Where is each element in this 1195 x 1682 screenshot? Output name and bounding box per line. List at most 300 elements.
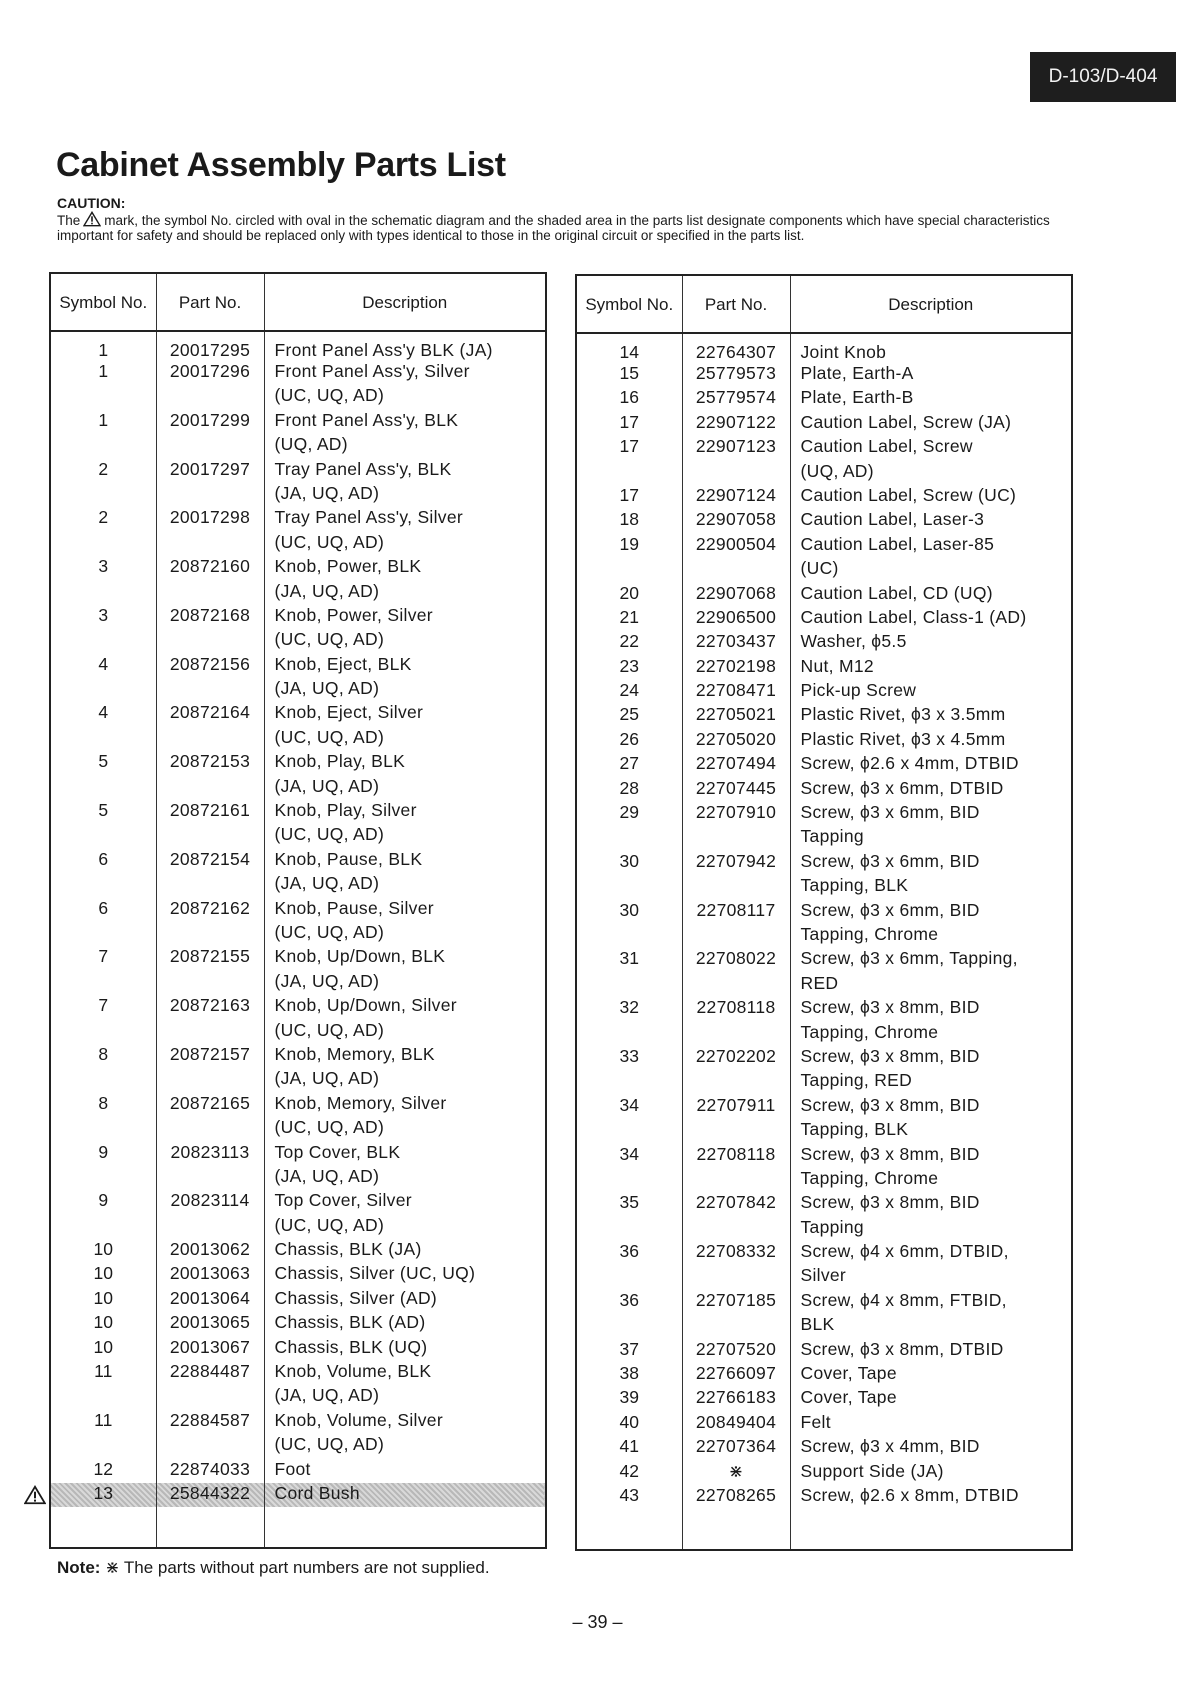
description-cell: Caution Label, Laser-3: [790, 509, 1072, 533]
description-cell: (UC, UQ, AD): [264, 922, 546, 946]
part-no-cell: 22766097: [682, 1363, 790, 1387]
parts-row: [576, 436, 1072, 460]
symbol-no-cell: [50, 1215, 156, 1239]
parts-row: [576, 948, 1072, 972]
part-no-cell: 20013067: [156, 1337, 264, 1361]
part-no-cell: [156, 971, 264, 995]
parts-table-left: [49, 272, 547, 1549]
parts-row: [576, 363, 1072, 387]
table-blank-space: [50, 1507, 546, 1548]
description-cell: Front Panel Ass'y, BLK: [264, 410, 546, 434]
symbol-no-cell: [576, 924, 682, 948]
part-no-cell: [682, 973, 790, 997]
symbol-no-cell: 8: [50, 1044, 156, 1068]
part-no-cell: 20017298: [156, 507, 264, 531]
description-cell: Pick-up Screw: [790, 680, 1072, 704]
parts-row: [50, 459, 546, 483]
symbol-no-cell: 3: [50, 556, 156, 580]
part-no-cell: 22708117: [682, 900, 790, 924]
parts-row: [576, 1436, 1072, 1460]
description-cell: Knob, Play, BLK: [264, 751, 546, 775]
symbol-no-cell: 17: [576, 412, 682, 436]
header-part-no: Part No.: [156, 273, 264, 331]
part-no-cell: 22707942: [682, 851, 790, 875]
symbol-no-cell: [576, 1265, 682, 1289]
empty-cell: [682, 1509, 790, 1550]
symbol-no-cell: 37: [576, 1339, 682, 1363]
symbol-no-cell: [50, 873, 156, 897]
description-cell: Knob, Pause, BLK: [264, 849, 546, 873]
symbol-no-cell: 15: [576, 363, 682, 387]
description-cell: (JA, UQ, AD): [264, 971, 546, 995]
header-symbol-no: Symbol No.: [576, 275, 682, 333]
description-cell: Nut, M12: [790, 656, 1072, 680]
parts-row: [50, 1361, 546, 1385]
part-no-cell: 22705020: [682, 729, 790, 753]
symbol-no-cell: 31: [576, 948, 682, 972]
description-cell: Tapping, RED: [790, 1070, 1072, 1094]
description-cell: Felt: [790, 1412, 1072, 1436]
header-description: Description: [264, 273, 546, 331]
parts-row: [50, 849, 546, 873]
parts-row: [50, 1239, 546, 1263]
parts-row: [576, 680, 1072, 704]
symbol-no-cell: 38: [576, 1363, 682, 1387]
symbol-no-cell: 40: [576, 1412, 682, 1436]
parts-row: [576, 461, 1072, 485]
symbol-no-cell: 5: [50, 800, 156, 824]
symbol-no-cell: [576, 1070, 682, 1094]
parts-row: [576, 1412, 1072, 1436]
part-no-cell: 20017297: [156, 459, 264, 483]
parts-row: [576, 607, 1072, 631]
description-cell: Tapping, Chrome: [790, 1022, 1072, 1046]
description-cell: Caution Label, Screw (JA): [790, 412, 1072, 436]
symbol-no-cell: 11: [50, 1361, 156, 1385]
description-cell: Foot: [264, 1459, 546, 1483]
description-cell: (UC, UQ, AD): [264, 1020, 546, 1044]
description-cell: (JA, UQ, AD): [264, 1385, 546, 1409]
description-cell: (JA, UQ, AD): [264, 1068, 546, 1092]
symbol-no-cell: 3: [50, 605, 156, 629]
description-cell: Knob, Pause, Silver: [264, 898, 546, 922]
part-no-cell: [156, 1020, 264, 1044]
description-cell: Screw, ϕ3 x 6mm, BID: [790, 900, 1072, 924]
parts-row: [576, 875, 1072, 899]
parts-row: [50, 532, 546, 556]
description-cell: Screw, ϕ3 x 8mm, BID: [790, 997, 1072, 1021]
part-no-cell: 22705021: [682, 704, 790, 728]
part-no-cell: [156, 1215, 264, 1239]
description-cell: Cover, Tape: [790, 1363, 1072, 1387]
symbol-no-cell: [50, 1385, 156, 1409]
parts-row: [576, 851, 1072, 875]
symbol-no-cell: 41: [576, 1436, 682, 1460]
description-cell: Tapping, Chrome: [790, 1168, 1072, 1192]
caution-text: [57, 211, 1057, 243]
description-cell: (UC, UQ, AD): [264, 1215, 546, 1239]
description-cell: Knob, Power, Silver: [264, 605, 546, 629]
description-cell: Chassis, BLK (UQ): [264, 1337, 546, 1361]
symbol-no-cell: 25: [576, 704, 682, 728]
symbol-no-cell: 7: [50, 995, 156, 1019]
description-cell: Screw, ϕ3 x 6mm, BID: [790, 802, 1072, 826]
description-cell: Front Panel Ass'y BLK (JA): [264, 331, 546, 361]
part-no-cell: 20872165: [156, 1093, 264, 1117]
symbol-no-cell: 34: [576, 1095, 682, 1119]
description-cell: BLK: [790, 1314, 1072, 1338]
parts-row: [50, 776, 546, 800]
part-no-cell: [682, 1217, 790, 1241]
parts-row: [50, 1142, 546, 1166]
parts-row: [576, 704, 1072, 728]
description-cell: Joint Knob: [790, 333, 1072, 363]
part-no-cell: 20013062: [156, 1239, 264, 1263]
part-no-cell: [682, 461, 790, 485]
parts-row: [50, 605, 546, 629]
description-cell: (UC, UQ, AD): [264, 727, 546, 751]
parts-row: [50, 385, 546, 409]
part-no-cell: [682, 826, 790, 850]
part-no-cell: 22702198: [682, 656, 790, 680]
part-no-cell: 22907124: [682, 485, 790, 509]
description-cell: Tapping: [790, 826, 1072, 850]
parts-row: [50, 1215, 546, 1239]
model-badge: D-103/D-404: [1030, 52, 1176, 102]
symbol-no-cell: 30: [576, 851, 682, 875]
description-cell: Washer, ϕ5.5: [790, 631, 1072, 655]
part-no-cell: 20017299: [156, 410, 264, 434]
symbol-no-cell: 32: [576, 997, 682, 1021]
parts-row: [576, 583, 1072, 607]
parts-row: [50, 824, 546, 848]
part-no-cell: [682, 1168, 790, 1192]
parts-row: [576, 534, 1072, 558]
parts-row: [50, 361, 546, 385]
parts-row: [50, 971, 546, 995]
symbol-no-cell: 36: [576, 1241, 682, 1265]
part-no-cell: [682, 558, 790, 582]
not-supplied-symbol: ⋇: [105, 1558, 120, 1577]
parts-row: [576, 1022, 1072, 1046]
description-cell: Screw, ϕ3 x 8mm, BID: [790, 1095, 1072, 1119]
parts-row: [50, 1410, 546, 1434]
parts-row: [50, 1434, 546, 1458]
parts-row: [50, 483, 546, 507]
description-cell: Chassis, Silver (UC, UQ): [264, 1263, 546, 1287]
description-cell: (JA, UQ, AD): [264, 776, 546, 800]
part-no-cell: 22907068: [682, 583, 790, 607]
part-no-cell: [156, 922, 264, 946]
description-cell: Screw, ϕ3 x 8mm, BID: [790, 1144, 1072, 1168]
parts-row: [50, 1288, 546, 1312]
part-no-cell: 22906500: [682, 607, 790, 631]
description-cell: Caution Label, Screw: [790, 436, 1072, 460]
symbol-no-cell: 14: [576, 333, 682, 363]
part-no-cell: 20823114: [156, 1190, 264, 1214]
symbol-no-cell: 43: [576, 1485, 682, 1509]
part-no-cell: 22703437: [682, 631, 790, 655]
parts-row: [50, 654, 546, 678]
parts-row: [50, 727, 546, 751]
caution-notice: [57, 196, 1057, 243]
description-cell: Top Cover, BLK: [264, 1142, 546, 1166]
symbol-no-cell: 6: [50, 849, 156, 873]
description-cell: (UC, UQ, AD): [264, 629, 546, 653]
parts-row: [576, 778, 1072, 802]
parts-row: [50, 1337, 546, 1361]
symbol-no-cell: 26: [576, 729, 682, 753]
part-no-cell: [156, 1434, 264, 1458]
symbol-no-cell: [50, 727, 156, 751]
part-no-cell: 22907058: [682, 509, 790, 533]
part-no-cell: [682, 1265, 790, 1289]
symbol-no-cell: [576, 1022, 682, 1046]
note-label: Note:: [57, 1558, 101, 1577]
part-no-cell: [156, 727, 264, 751]
parts-row: [50, 1312, 546, 1336]
symbol-no-cell: [576, 826, 682, 850]
part-no-cell: [156, 1385, 264, 1409]
description-cell: Knob, Power, BLK: [264, 556, 546, 580]
part-no-cell: 20823113: [156, 1142, 264, 1166]
symbol-no-cell: 17: [576, 485, 682, 509]
description-cell: Knob, Eject, Silver: [264, 702, 546, 726]
description-cell: (JA, UQ, AD): [264, 483, 546, 507]
description-cell: Plastic Rivet, ϕ3 x 3.5mm: [790, 704, 1072, 728]
part-no-cell: [682, 1119, 790, 1143]
description-cell: Plastic Rivet, ϕ3 x 4.5mm: [790, 729, 1072, 753]
symbol-no-cell: 28: [576, 778, 682, 802]
parts-row: [50, 1117, 546, 1141]
part-no-cell: [682, 1022, 790, 1046]
header-description: Description: [790, 275, 1072, 333]
parts-row: [50, 922, 546, 946]
symbol-no-cell: [50, 678, 156, 702]
parts-row: [576, 631, 1072, 655]
description-cell: Caution Label, Class-1 (AD): [790, 607, 1072, 631]
empty-cell: [50, 1507, 156, 1548]
description-cell: Knob, Play, Silver: [264, 800, 546, 824]
parts-row: [50, 1190, 546, 1214]
parts-row: [50, 556, 546, 580]
caution-heading: CAUTION:: [57, 195, 126, 211]
description-cell: (JA, UQ, AD): [264, 1166, 546, 1190]
empty-cell: [790, 1509, 1072, 1550]
parts-row: [576, 802, 1072, 826]
part-no-cell: 22707911: [682, 1095, 790, 1119]
parts-row: [576, 1461, 1072, 1485]
parts-row: [50, 1263, 546, 1287]
parts-row: [576, 1290, 1072, 1314]
footnote: [57, 1558, 490, 1578]
part-no-cell: 20872168: [156, 605, 264, 629]
symbol-no-cell: 2: [50, 507, 156, 531]
symbol-no-cell: 36: [576, 1290, 682, 1314]
description-cell: Tray Panel Ass'y, Silver: [264, 507, 546, 531]
symbol-no-cell: [50, 776, 156, 800]
description-cell: Knob, Memory, BLK: [264, 1044, 546, 1068]
part-no-cell: 22707842: [682, 1192, 790, 1216]
parts-row: [576, 1339, 1072, 1363]
parts-table-right-body: [576, 333, 1072, 1550]
symbol-no-cell: 6: [50, 898, 156, 922]
part-no-cell: 20017295: [156, 331, 264, 361]
description-cell: Knob, Volume, BLK: [264, 1361, 546, 1385]
symbol-no-cell: 10: [50, 1312, 156, 1336]
symbol-no-cell: 20: [576, 583, 682, 607]
symbol-no-cell: [576, 1119, 682, 1143]
symbol-no-cell: [50, 1068, 156, 1092]
description-cell: Chassis, BLK (AD): [264, 1312, 546, 1336]
part-no-cell: 22707494: [682, 753, 790, 777]
header-part-no: Part No.: [682, 275, 790, 333]
parts-row: [576, 753, 1072, 777]
symbol-no-cell: 33: [576, 1046, 682, 1070]
description-cell: Top Cover, Silver: [264, 1190, 546, 1214]
description-cell: Knob, Memory, Silver: [264, 1093, 546, 1117]
symbol-no-cell: 30: [576, 900, 682, 924]
parts-row: [50, 1166, 546, 1190]
symbol-no-cell: 21: [576, 607, 682, 631]
part-no-cell: 20872157: [156, 1044, 264, 1068]
description-cell: (UQ, AD): [790, 461, 1072, 485]
symbol-no-cell: 7: [50, 946, 156, 970]
part-no-cell: [156, 581, 264, 605]
part-no-cell: 20872160: [156, 556, 264, 580]
parts-row: [576, 1363, 1072, 1387]
part-no-cell: [156, 385, 264, 409]
parts-row: [576, 1314, 1072, 1338]
empty-cell: [156, 1507, 264, 1548]
description-cell: Screw, ϕ3 x 4mm, BID: [790, 1436, 1072, 1460]
parts-row: [50, 331, 546, 361]
symbol-no-cell: 1: [50, 331, 156, 361]
parts-table-left-body: [50, 331, 546, 1548]
description-cell: Screw, ϕ2.6 x 4mm, DTBID: [790, 753, 1072, 777]
symbol-no-cell: [50, 824, 156, 848]
part-no-cell: 22900504: [682, 534, 790, 558]
description-cell: Knob, Volume, Silver: [264, 1410, 546, 1434]
parts-row: [576, 1192, 1072, 1216]
part-no-cell: 22907122: [682, 412, 790, 436]
part-no-cell: 25779573: [682, 363, 790, 387]
parts-row: [576, 387, 1072, 411]
part-no-cell: 22708332: [682, 1241, 790, 1265]
description-cell: Tapping: [790, 1217, 1072, 1241]
part-no-cell: 20849404: [682, 1412, 790, 1436]
part-no-cell: 20872161: [156, 800, 264, 824]
part-no-cell: 20013064: [156, 1288, 264, 1312]
symbol-no-cell: 23: [576, 656, 682, 680]
warning-triangle-icon: [83, 211, 101, 227]
part-no-cell: 20013063: [156, 1263, 264, 1287]
part-no-cell: [156, 532, 264, 556]
part-no-cell: [156, 629, 264, 653]
symbol-no-cell: 39: [576, 1387, 682, 1411]
description-cell: Screw, ϕ3 x 8mm, BID: [790, 1192, 1072, 1216]
symbol-no-cell: [576, 1168, 682, 1192]
description-cell: Screw, ϕ4 x 6mm, DTBID,: [790, 1241, 1072, 1265]
parts-row: [50, 1068, 546, 1092]
description-cell: Knob, Eject, BLK: [264, 654, 546, 678]
symbol-no-cell: [50, 1434, 156, 1458]
safety-warning-icon: [24, 1485, 46, 1505]
description-cell: Screw, ϕ3 x 8mm, DTBID: [790, 1339, 1072, 1363]
description-cell: (JA, UQ, AD): [264, 678, 546, 702]
description-cell: (UC, UQ, AD): [264, 824, 546, 848]
part-no-cell: [682, 875, 790, 899]
symbol-no-cell: [576, 558, 682, 582]
part-no-cell: 22884487: [156, 1361, 264, 1385]
parts-row: [576, 997, 1072, 1021]
symbol-no-cell: 19: [576, 534, 682, 558]
symbol-no-cell: 29: [576, 802, 682, 826]
description-cell: Silver: [790, 1265, 1072, 1289]
parts-row: [50, 678, 546, 702]
part-no-cell: 22707520: [682, 1339, 790, 1363]
symbol-no-cell: 10: [50, 1337, 156, 1361]
part-no-cell: 22884587: [156, 1410, 264, 1434]
description-cell: Support Side (JA): [790, 1461, 1072, 1485]
symbol-no-cell: 24: [576, 680, 682, 704]
symbol-no-cell: [50, 434, 156, 458]
description-cell: Tapping, Chrome: [790, 924, 1072, 948]
parts-row: [576, 826, 1072, 850]
description-cell: Knob, Up/Down, BLK: [264, 946, 546, 970]
note-text: The parts without part numbers are not supplied.: [123, 1558, 490, 1577]
parts-row: [50, 898, 546, 922]
description-cell: (UC, UQ, AD): [264, 385, 546, 409]
description-cell: (UC, UQ, AD): [264, 1117, 546, 1141]
symbol-no-cell: [576, 875, 682, 899]
parts-row: [576, 973, 1072, 997]
symbol-no-cell: 5: [50, 751, 156, 775]
description-cell: RED: [790, 973, 1072, 997]
empty-cell: [264, 1507, 546, 1548]
symbol-no-cell: [50, 971, 156, 995]
symbol-no-cell: [50, 483, 156, 507]
description-cell: Screw, ϕ3 x 6mm, DTBID: [790, 778, 1072, 802]
parts-row: [50, 1044, 546, 1068]
parts-row: [50, 751, 546, 775]
part-no-cell: 22708471: [682, 680, 790, 704]
parts-row: [50, 946, 546, 970]
parts-row: [50, 995, 546, 1019]
symbol-no-cell: 17: [576, 436, 682, 460]
description-cell: Tapping, BLK: [790, 875, 1072, 899]
part-no-cell: [156, 678, 264, 702]
parts-row: [576, 656, 1072, 680]
symbol-no-cell: [50, 385, 156, 409]
symbol-no-cell: 1: [50, 410, 156, 434]
symbol-no-cell: [576, 1314, 682, 1338]
parts-row: [50, 1385, 546, 1409]
parts-row: [576, 729, 1072, 753]
part-no-cell: 22707364: [682, 1436, 790, 1460]
part-no-cell: 25844322: [156, 1483, 264, 1507]
description-cell: Caution Label, CD (UQ): [790, 583, 1072, 607]
description-cell: Screw, ϕ3 x 8mm, BID: [790, 1046, 1072, 1070]
part-no-cell: 22707445: [682, 778, 790, 802]
description-cell: (JA, UQ, AD): [264, 873, 546, 897]
part-no-cell: 22707910: [682, 802, 790, 826]
symbol-no-cell: [50, 922, 156, 946]
symbol-no-cell: [50, 532, 156, 556]
parts-row: [576, 1119, 1072, 1143]
parts-row: [50, 1093, 546, 1117]
symbol-no-cell: 2: [50, 459, 156, 483]
